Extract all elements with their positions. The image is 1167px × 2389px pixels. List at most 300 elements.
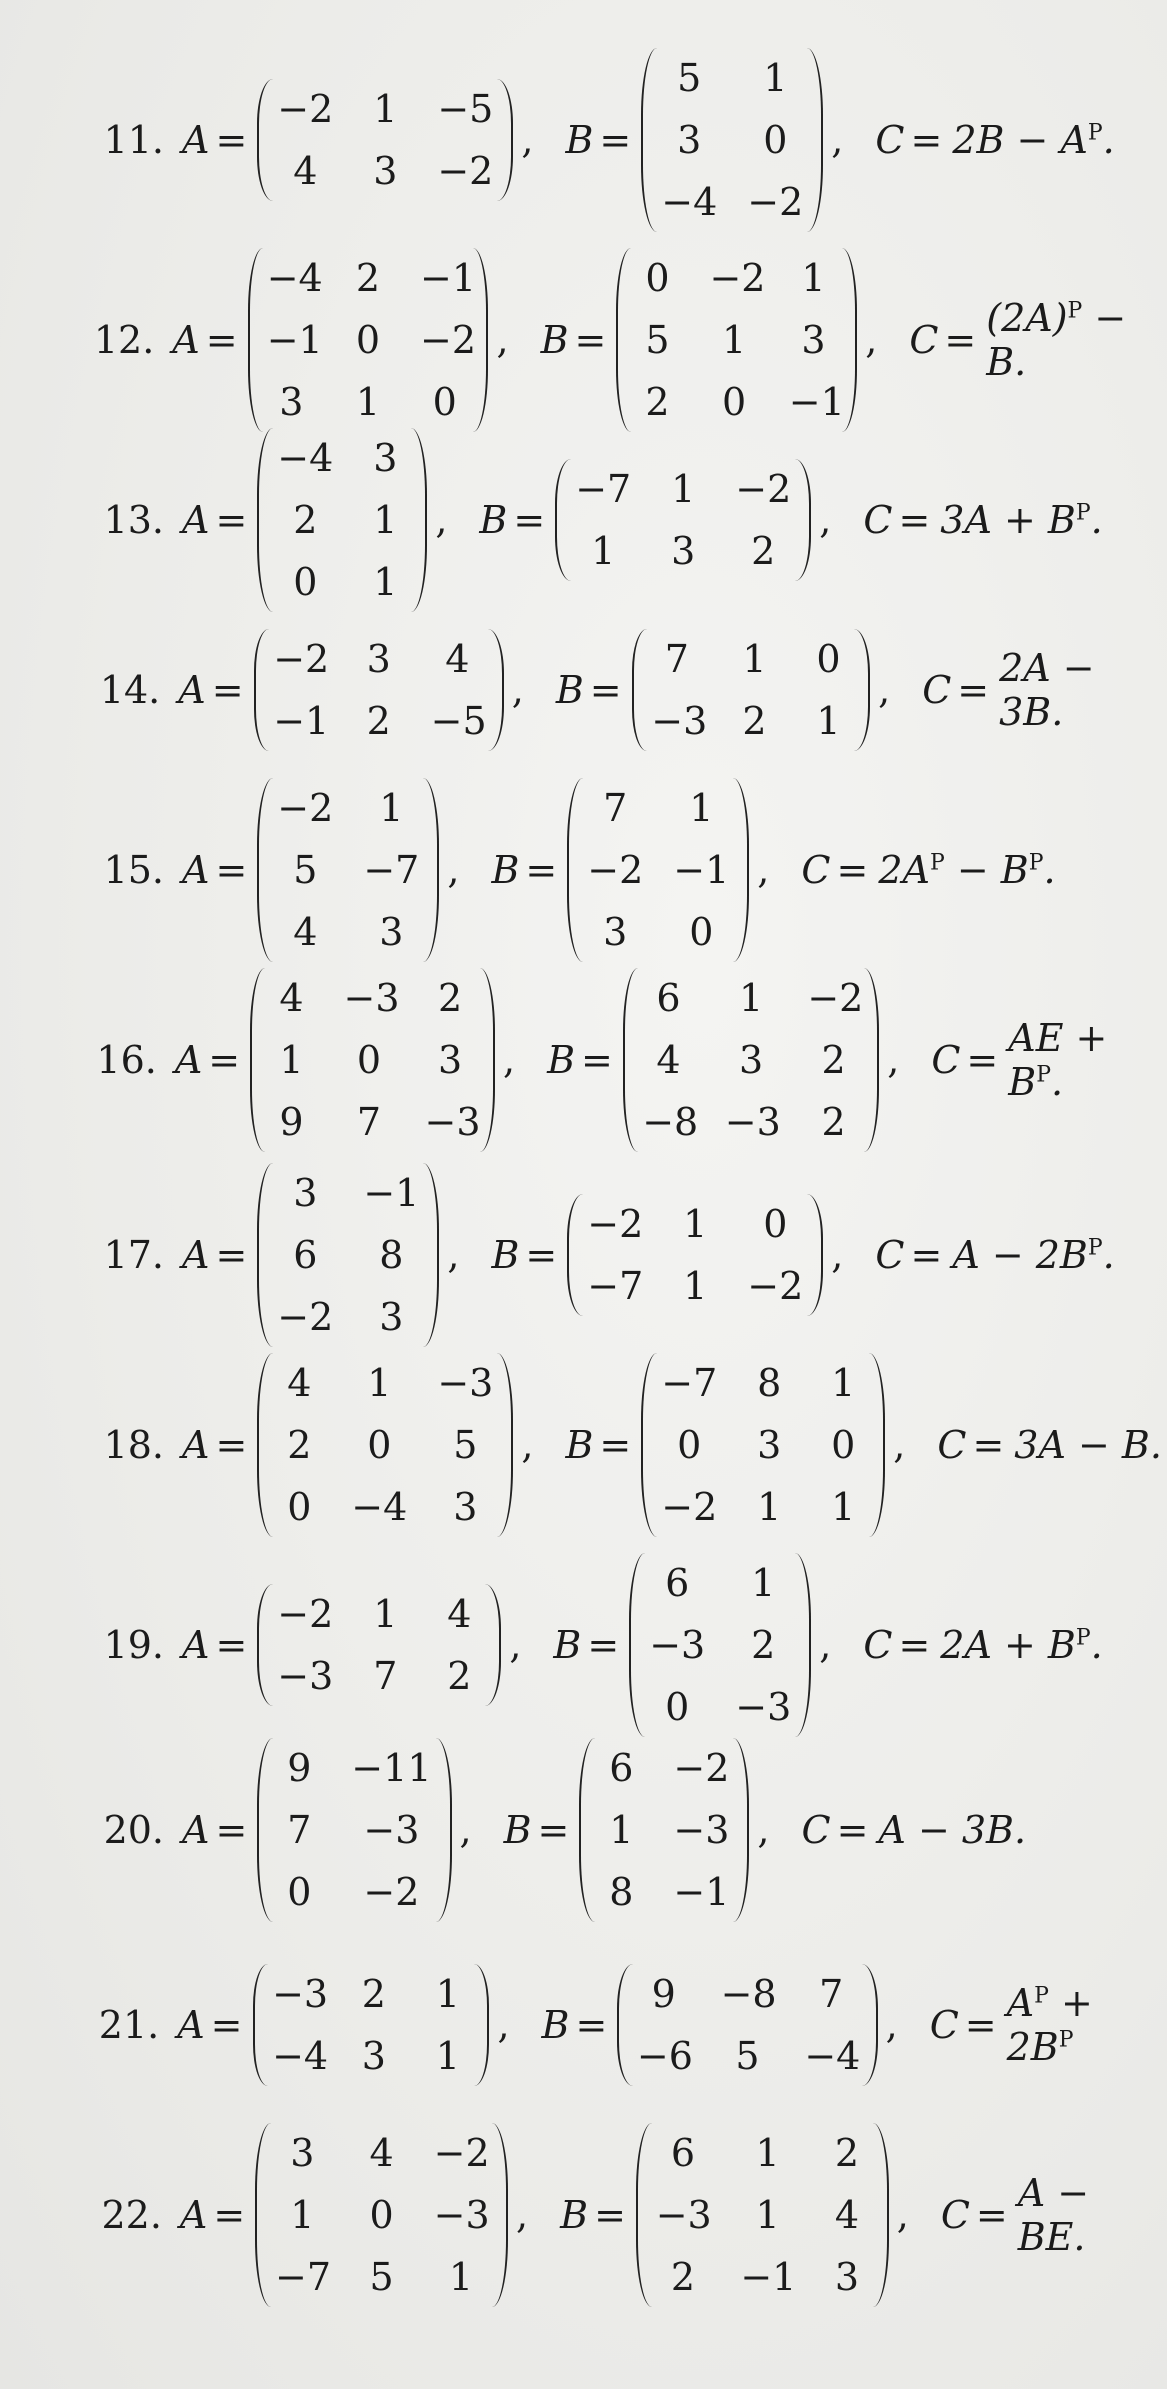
equals-sign: = (513, 498, 546, 542)
problem-number: 11. (103, 118, 164, 162)
matrix-name: A (182, 848, 210, 892)
matrix-cell: −2 (587, 848, 644, 892)
left-paren (641, 48, 657, 232)
matrix-grid (273, 1353, 497, 1537)
matrix-name: A (174, 1038, 203, 1082)
matrix-cell: 0 (287, 1485, 312, 1529)
matrix-cell: −7 (587, 1264, 644, 1308)
matrix (257, 778, 439, 962)
right-paren (733, 1738, 749, 1922)
matrix-grid (273, 1738, 435, 1922)
matrix-name: C (875, 118, 905, 162)
equals-sign: = (975, 2193, 1008, 2237)
matrix-cell: 1 (290, 2193, 315, 2237)
comma: , (887, 1038, 900, 1082)
matrix-grid (583, 778, 733, 962)
left-paren (257, 778, 273, 962)
formula-text: 2A (878, 848, 930, 892)
comma: , (435, 498, 448, 542)
matrix-cell: 1 (689, 786, 714, 830)
problem-row (0, 629, 1167, 751)
transpose-mark: P (1028, 850, 1044, 876)
matrix-grid (271, 2123, 492, 2307)
matrix-cell: 1 (831, 1485, 856, 1529)
matrix-cell: −2 (273, 637, 330, 681)
comma: , (447, 848, 460, 892)
left-paren (555, 459, 571, 581)
matrix-name: A (182, 1233, 210, 1277)
matrix-cell: −1 (788, 380, 845, 424)
formula-tail: − B (944, 848, 1029, 892)
matrix-cell: 0 (831, 1423, 856, 1467)
right-paren (795, 1553, 811, 1737)
matrix-cell: −2 (433, 2131, 490, 2175)
matrix-name: C (937, 1423, 967, 1467)
matrix-name: B (491, 1233, 520, 1277)
matrix (616, 248, 857, 432)
formula-text: AE + B (1008, 1016, 1108, 1104)
left-paren (616, 248, 631, 432)
matrix-grid (652, 2123, 873, 2307)
transpose-mark: P (1036, 1062, 1051, 1088)
matrix-cell: 5 (293, 848, 318, 892)
left-paren (253, 1964, 269, 2086)
matrix (250, 968, 495, 1152)
left-paren (579, 1738, 595, 1922)
matrix-name: B (553, 1623, 582, 1667)
matrix-cell: 7 (819, 1972, 844, 2016)
left-paren (257, 1353, 273, 1537)
matrix-cell: −4 (351, 1485, 408, 1529)
matrix (632, 629, 870, 751)
matrix-cell: −7 (363, 848, 420, 892)
problem-number: 22. (101, 2193, 162, 2237)
matrix-cell: 1 (816, 699, 841, 743)
matrix (257, 428, 427, 612)
right-paren (862, 1964, 878, 2086)
matrix-cell: 3 (801, 318, 826, 362)
equals-sign: = (966, 1038, 999, 1082)
matrix-cell: 0 (763, 1202, 788, 1246)
transpose-mark: P (929, 850, 945, 876)
transpose-mark: P (1087, 120, 1103, 146)
matrix-cell: 6 (665, 1561, 690, 1605)
matrix-cell: 5 (453, 1423, 478, 1467)
formula-tail: . (1051, 1060, 1064, 1104)
matrix (629, 1553, 811, 1737)
matrix-cell: 4 (369, 2131, 394, 2175)
matrix-label (565, 118, 631, 162)
matrix-cell: 1 (355, 380, 381, 424)
left-paren (255, 2123, 271, 2307)
matrix-name: C (940, 2193, 970, 2237)
matrix-name: A (178, 668, 206, 712)
matrix-label (504, 1808, 570, 1852)
matrix-cell: −3 (649, 1623, 706, 1667)
matrix-cell: −3 (724, 1100, 781, 1144)
matrix-name: B (491, 848, 520, 892)
comma: , (831, 1233, 844, 1277)
right-paren (474, 1964, 490, 2086)
left-paren (567, 1194, 583, 1316)
matrix-cell: 1 (671, 467, 696, 511)
matrix-grid (647, 629, 854, 751)
matrix-cell: 2 (751, 529, 776, 573)
matrix-cell: 1 (722, 318, 747, 362)
matrix-cell: −6 (636, 2034, 693, 2078)
matrix-cell: 2 (742, 699, 767, 743)
matrix-cell: −1 (363, 1171, 420, 1215)
matrix-cell: 2 (361, 1972, 386, 2016)
equals-sign: = (574, 318, 607, 362)
matrix-label (931, 1038, 998, 1082)
comma: , (511, 668, 524, 712)
matrix-cell: 3 (677, 118, 702, 162)
matrix-name: B (565, 118, 594, 162)
matrix-name: A (177, 2003, 205, 2047)
equals-sign: = (599, 118, 632, 162)
matrix-cell: −3 (673, 1808, 730, 1852)
matrix-cell: −1 (740, 2255, 797, 2299)
matrix (579, 1738, 749, 1922)
matrix-cell: 1 (738, 976, 764, 1020)
right-paren (497, 79, 513, 201)
matrix-cell: −3 (272, 1972, 329, 2016)
right-paren (485, 1584, 501, 1706)
matrix-cell: 1 (373, 1592, 398, 1636)
right-paren (423, 778, 439, 962)
matrix-cell: 3 (379, 1295, 404, 1339)
matrix-cell: −2 (277, 1592, 334, 1636)
matrix-cell: 5 (645, 318, 670, 362)
matrix-cell: −4 (804, 2034, 861, 2078)
equals-sign: = (215, 848, 248, 892)
formula (878, 1808, 1026, 1852)
matrix-cell: 7 (603, 786, 628, 830)
matrix-name: A (172, 318, 200, 362)
left-paren (617, 1964, 633, 2086)
matrix-cell: −2 (673, 1746, 730, 1790)
matrix-name: A (182, 498, 210, 542)
comma: , (865, 318, 878, 362)
problem-row (0, 428, 1167, 612)
matrix (641, 48, 823, 232)
matrix-name: C (801, 848, 831, 892)
matrix-cell: −2 (277, 786, 334, 830)
comma: , (819, 498, 832, 542)
matrix (257, 1738, 451, 1922)
matrix-cell: −2 (747, 1264, 804, 1308)
matrix-cell: 1 (801, 256, 826, 300)
matrix-cell: 6 (656, 976, 681, 1020)
equals-sign: = (964, 2003, 997, 2047)
matrix-label (875, 118, 942, 162)
problem-number: 18. (103, 1423, 164, 1467)
formula (952, 1233, 1114, 1277)
matrix-grid (269, 629, 488, 751)
matrix-name: A (179, 2193, 208, 2237)
equals-sign: = (898, 498, 931, 542)
matrix-cell: 2 (751, 1623, 776, 1667)
formula (940, 498, 1102, 542)
matrix-label (178, 668, 243, 712)
matrix-cell: −4 (266, 256, 323, 300)
matrix-cell: 6 (670, 2131, 696, 2175)
matrix-name: A (182, 1423, 210, 1467)
matrix-cell: −7 (575, 467, 632, 511)
matrix-cell: 3 (290, 2131, 315, 2175)
matrix-cell: 0 (816, 637, 841, 681)
formula-tail: . (1102, 118, 1115, 162)
matrix-label (863, 498, 930, 542)
matrix-cell: 1 (591, 529, 616, 573)
formula (1014, 1423, 1162, 1467)
matrix-cell: 2 (287, 1423, 312, 1467)
right-paren (436, 1738, 452, 1922)
matrix-cell: 4 (279, 976, 304, 1020)
formula-text: 2A − 3B. (999, 646, 1095, 734)
problem-number: 19. (103, 1623, 164, 1667)
matrix-cell: −3 (277, 1654, 334, 1698)
matrix (254, 629, 504, 751)
right-paren (480, 968, 495, 1152)
formula (1007, 1981, 1167, 2069)
matrix-label (565, 1423, 631, 1467)
matrix-cell: 4 (834, 2193, 859, 2237)
matrix-cell: 7 (356, 1100, 382, 1144)
problem-number: 12. (93, 318, 155, 362)
matrix-label (875, 1233, 942, 1277)
matrix-name: A (182, 1623, 210, 1667)
problem-number: 16. (96, 1038, 157, 1082)
formula-tail: − B. (986, 296, 1127, 384)
matrix-name: B (560, 2193, 589, 2237)
comma: , (521, 118, 534, 162)
matrix-cell: 9 (651, 1972, 676, 2016)
matrix-name: C (863, 1623, 893, 1667)
problem-number: 15. (103, 848, 164, 892)
transpose-mark: P (1067, 298, 1083, 324)
matrix-label (909, 318, 976, 362)
equals-sign: = (575, 2003, 608, 2047)
matrix-cell: −2 (709, 256, 766, 300)
matrix-cell: −4 (277, 436, 334, 480)
matrix-cell: 0 (432, 380, 457, 424)
right-paren (733, 778, 749, 962)
matrix-cell: −7 (275, 2255, 332, 2299)
right-paren (492, 2123, 508, 2307)
formula-text: 2A + B (940, 1623, 1076, 1667)
matrix-label (175, 1038, 240, 1082)
matrix-label (172, 318, 237, 362)
matrix-cell: 0 (665, 1685, 690, 1729)
matrix-cell: −2 (277, 87, 334, 131)
comma: , (509, 1623, 522, 1667)
matrix-name: C (931, 1038, 961, 1082)
matrix-label (182, 1808, 247, 1852)
transpose-mark: P (1034, 1983, 1049, 2009)
matrix (636, 2123, 889, 2307)
comma: , (878, 668, 891, 712)
matrix-label (547, 1038, 613, 1082)
comma: , (757, 848, 770, 892)
matrix-cell: 3 (437, 1038, 463, 1082)
equals-sign: = (211, 668, 244, 712)
matrix-grid (657, 1353, 869, 1537)
matrix-cell: 0 (722, 380, 747, 424)
comma: , (516, 2193, 529, 2237)
matrix-cell: 3 (361, 2034, 386, 2078)
comma: , (893, 1423, 906, 1467)
matrix-cell: 1 (373, 498, 398, 542)
matrix-name: B (555, 668, 584, 712)
matrix-cell: −2 (747, 180, 804, 224)
matrix-cell: 3 (603, 910, 628, 954)
matrix-cell: 0 (645, 256, 670, 300)
equals-sign: = (836, 1808, 869, 1852)
problem-row (0, 1553, 1167, 1737)
matrix-cell: 1 (379, 786, 404, 830)
matrix-label (541, 318, 607, 362)
matrix-cell: −1 (273, 699, 330, 743)
matrix-label (556, 668, 622, 712)
matrix-cell: 4 (293, 149, 318, 193)
transpose-mark: P (1075, 1625, 1091, 1651)
matrix-cell: −2 (587, 1202, 644, 1246)
matrix-cell: 3 (757, 1423, 782, 1467)
matrix-cell: 0 (356, 1038, 382, 1082)
matrix-name: C (909, 318, 939, 362)
matrix-cell: 1 (448, 2255, 474, 2299)
formula-text: A − 3B. (878, 1808, 1027, 1852)
matrix-cell: −4 (661, 180, 718, 224)
formula (878, 848, 1055, 892)
formula-tail: . (1090, 498, 1103, 542)
matrix-grid (638, 968, 864, 1152)
right-paren (807, 1194, 823, 1316)
left-paren (641, 1353, 657, 1537)
matrix-grid (583, 1194, 807, 1316)
matrix-name: B (547, 1038, 576, 1082)
matrix-cell: 1 (757, 1485, 782, 1529)
left-paren (248, 248, 263, 432)
problem-row (0, 968, 1167, 1152)
right-paren (497, 1353, 513, 1537)
formula-text: A − 2B (952, 1233, 1088, 1277)
left-paren (257, 428, 273, 612)
problem-row (0, 1163, 1167, 1347)
matrix-label (930, 2003, 997, 2047)
matrix-cell: 1 (435, 1972, 460, 2016)
transpose-mark: P (1087, 1235, 1103, 1261)
comma: , (459, 1808, 472, 1852)
matrix-cell: 2 (645, 380, 670, 424)
matrix (257, 1584, 501, 1706)
matrix (641, 1353, 885, 1537)
formula-tail: . (1102, 1233, 1115, 1277)
matrix-cell: −2 (807, 976, 864, 1020)
right-paren (864, 968, 879, 1152)
matrix-cell: 2 (834, 2131, 859, 2175)
formula (999, 646, 1167, 734)
matrix (257, 1353, 513, 1537)
right-paren (423, 1163, 439, 1347)
equals-sign: = (594, 2193, 626, 2237)
equals-sign: = (537, 1808, 570, 1852)
formula (940, 1623, 1102, 1667)
equals-sign: = (215, 1233, 248, 1277)
matrix-cell: 8 (757, 1361, 782, 1405)
equals-sign: = (972, 1423, 1005, 1467)
formula-tail: . (1090, 1623, 1103, 1667)
equals-sign: = (898, 1623, 931, 1667)
formula-tail: . (1043, 848, 1056, 892)
matrix-cell: 4 (287, 1361, 312, 1405)
matrix-cell: 4 (447, 1592, 472, 1636)
matrix-cell: −3 (433, 2193, 490, 2237)
left-paren (636, 2123, 652, 2307)
equals-sign: = (957, 668, 990, 712)
matrix-cell: 1 (742, 637, 767, 681)
problem-row (0, 1738, 1167, 1922)
right-paren (473, 248, 488, 432)
matrix-cell: 3 (373, 149, 398, 193)
matrix-cell: −1 (673, 1870, 730, 1914)
matrix (617, 1964, 877, 2086)
matrix-cell: 1 (763, 56, 788, 100)
equals-sign: = (525, 1233, 558, 1277)
matrix-cell: −8 (720, 1972, 777, 2016)
matrix-label (182, 1623, 247, 1667)
matrix-cell: 4 (656, 1038, 681, 1082)
matrix-cell: 3 (279, 380, 304, 424)
matrix-grid (657, 48, 807, 232)
matrix-cell: −3 (651, 699, 708, 743)
matrix-cell: 2 (366, 699, 391, 743)
matrix-cell: 1 (683, 1264, 708, 1308)
matrix-cell: −1 (420, 256, 477, 300)
matrix-cell: 8 (609, 1870, 634, 1914)
problem-number: 21. (98, 2003, 160, 2047)
comma: , (896, 2193, 909, 2237)
matrix-cell: 1 (367, 1361, 392, 1405)
matrix-name: C (875, 1233, 905, 1277)
left-paren (632, 629, 648, 751)
matrix-label (801, 848, 868, 892)
matrix-cell: 2 (821, 1100, 846, 1144)
matrix-cell: 7 (664, 637, 689, 681)
matrix-grid (645, 1553, 795, 1737)
matrix-cell: 1 (279, 1038, 304, 1082)
problem-row (0, 48, 1167, 232)
matrix-grid (273, 428, 411, 612)
problem-row (0, 1353, 1167, 1537)
comma: , (831, 118, 844, 162)
equals-sign: = (215, 1623, 248, 1667)
matrix-cell: 4 (293, 910, 318, 954)
matrix-name: B (541, 2003, 570, 2047)
equals-sign: = (910, 1233, 943, 1277)
matrix-cell: −5 (430, 699, 487, 743)
matrix-cell: 3 (373, 436, 398, 480)
matrix-label (941, 2193, 1008, 2237)
problem-number: 14. (99, 668, 161, 712)
comma: , (497, 2003, 510, 2047)
matrix-name: C (863, 498, 893, 542)
matrix-cell: 2 (447, 1654, 472, 1698)
right-paren (795, 459, 811, 581)
matrix-cell: −2 (735, 467, 792, 511)
